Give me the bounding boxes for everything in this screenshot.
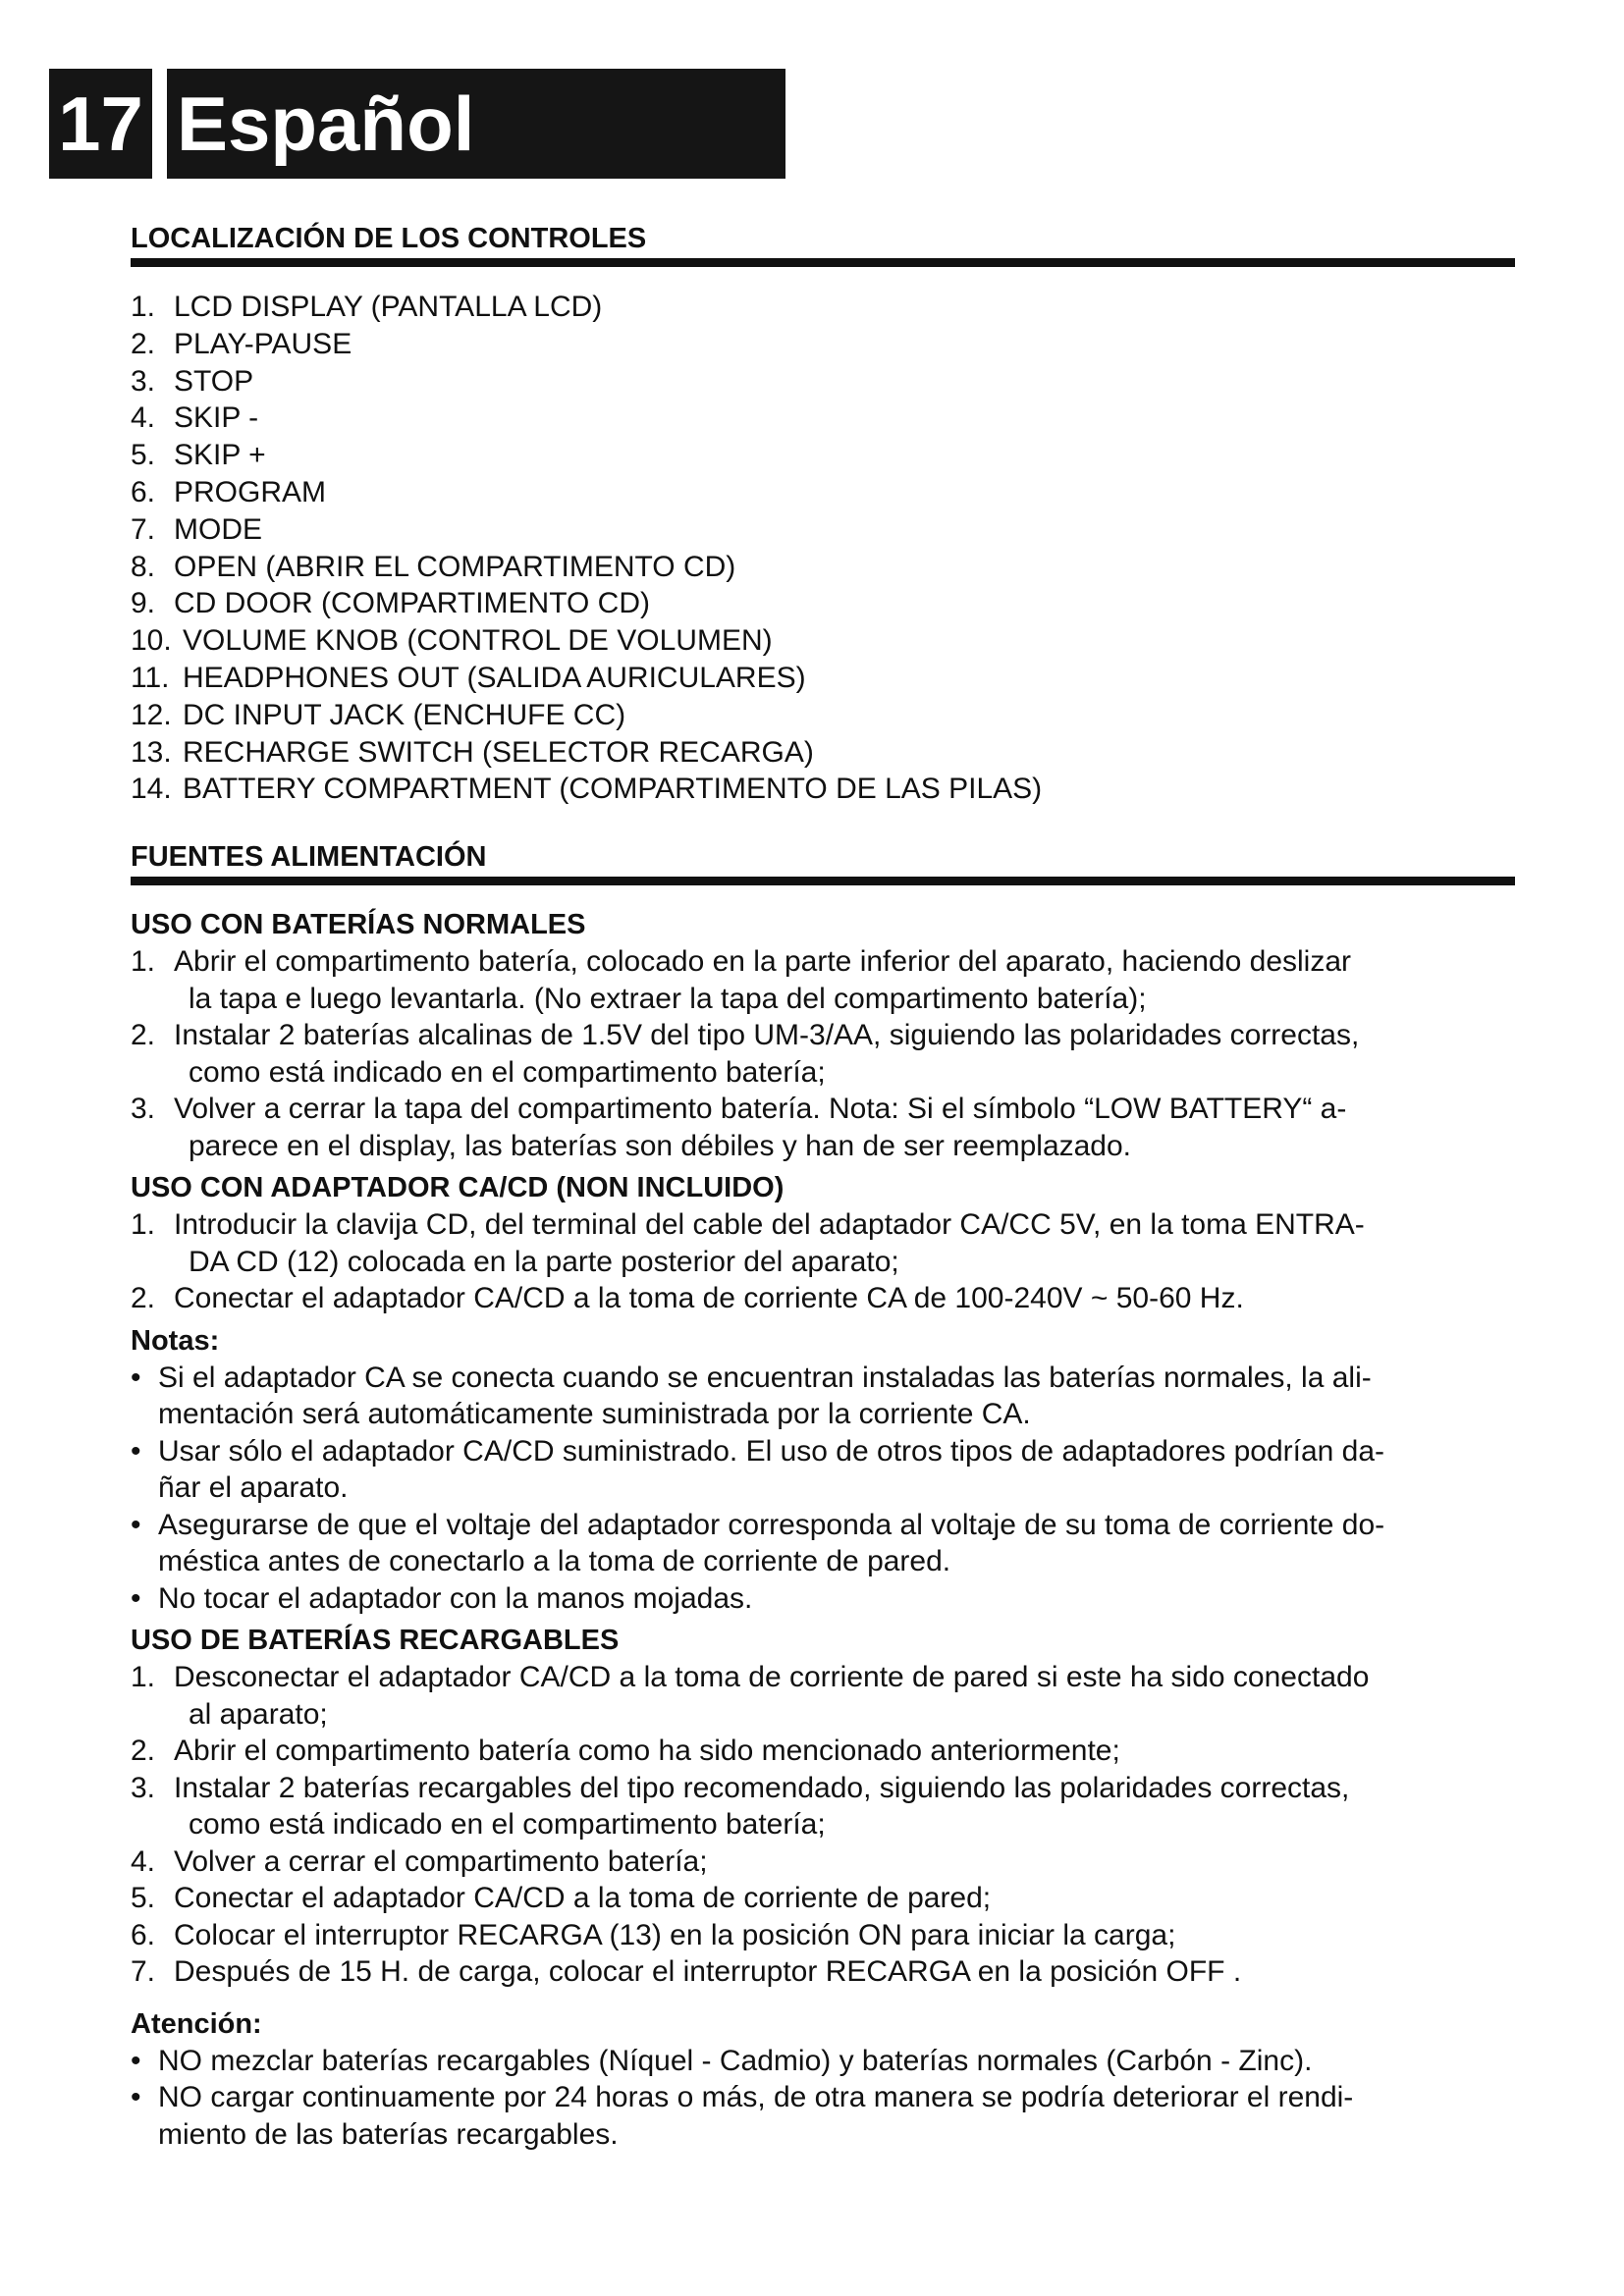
step-text <box>174 1280 1515 1317</box>
adapter-title: USO CON ADAPTADOR CA/CD (NON INCLUIDO) <box>131 1172 785 1204</box>
step-text <box>174 1880 1515 1917</box>
step-number: 7. <box>131 1955 156 1989</box>
control-label: OPEN (ABRIR EL COMPARTIMENTO CD) <box>174 550 736 583</box>
bullet-text <box>158 2079 1353 2153</box>
control-number: 7. <box>131 512 156 546</box>
step-item <box>131 1880 1515 1917</box>
bullet-item <box>131 1507 1515 1580</box>
control-number: 8. <box>131 550 156 583</box>
bullet-line: Usar sólo el adaptador CA/CD suministrado. El uso de otros tipos de adaptadores podrían da- <box>158 1434 1385 1468</box>
control-item <box>131 511 1515 549</box>
step-number: 2. <box>131 1019 156 1052</box>
step-number: 1. <box>131 1661 156 1694</box>
control-item <box>131 474 1515 511</box>
step-item <box>131 1206 1515 1280</box>
rechargeable-title: USO DE BATERÍAS RECARGABLES <box>131 1625 620 1657</box>
control-number: 10. <box>131 624 172 658</box>
step-line: Colocar el interruptor RECARGA (13) en la posición ON para iniciar la carga; <box>174 1918 1176 1951</box>
bullet-line: No tocar el adaptador con la manos mojadas. <box>158 1581 753 1615</box>
adapter-notes <box>131 1360 1515 1618</box>
control-number: 3. <box>131 364 156 398</box>
bullet-line-continued: mentación será automáticamente suministrada por la corriente CA. <box>158 1398 1031 1431</box>
control-label: DC INPUT JACK (ENCHUFE CC) <box>183 698 626 731</box>
control-label: VOLUME KNOB (CONTROL DE VOLUMEN) <box>183 624 773 658</box>
control-label: RECHARGE SWITCH (SELECTOR RECARGA) <box>183 735 814 769</box>
language-title: Español <box>177 80 475 167</box>
power-section-title: FUENTES ALIMENTACIÓN <box>131 839 1515 885</box>
control-label: SKIP + <box>174 439 266 472</box>
control-label: CD DOOR (COMPARTIMENTO CD) <box>174 587 650 620</box>
step-line: Desconectar el adaptador CA/CD a la toma de corriente de pared si este ha sido conectado <box>174 1661 1370 1694</box>
bullet-line-continued: miento de las baterías recargables. <box>158 2117 619 2151</box>
bullet-text <box>158 1580 752 1618</box>
step-text <box>174 943 1515 1017</box>
step-line: Después de 15 H. de carga, colocar el interruptor RECARGA en la posición OFF . <box>174 1955 1242 1989</box>
control-number: 11. <box>131 661 170 694</box>
step-number: 2. <box>131 1735 156 1768</box>
bullet-text <box>158 1507 1384 1580</box>
step-item <box>131 1091 1515 1164</box>
rechargeable-steps <box>131 1659 1515 1991</box>
bullet-item <box>131 1360 1515 1433</box>
control-number: 9. <box>131 587 156 620</box>
control-item <box>131 697 1515 734</box>
bullet-icon: • <box>131 2081 141 2114</box>
step-text <box>174 1843 1515 1881</box>
step-number: 3. <box>131 1093 156 1126</box>
notes-title: Notas: <box>131 1324 220 1357</box>
bullet-line: Si el adaptador CA se conecta cuando se encuentran instaladas las baterías normales, la ali- <box>158 1361 1372 1394</box>
control-label: MODE <box>174 512 262 546</box>
control-label: HEADPHONES OUT (SALIDA AURICULARES) <box>183 661 806 694</box>
control-item <box>131 289 1515 326</box>
step-item <box>131 943 1515 1017</box>
control-item <box>131 326 1515 363</box>
control-item <box>131 437 1515 474</box>
step-item <box>131 1733 1515 1770</box>
bullet-line-continued: méstica antes de conectarlo a la toma de corriente de pared. <box>158 1545 951 1578</box>
control-item <box>131 363 1515 400</box>
step-text <box>174 1953 1515 1991</box>
step-line: Conectar el adaptador CA/CD a la toma de corriente CA de 100-240V ~ 50-60 Hz. <box>174 1282 1244 1315</box>
step-text <box>174 1770 1515 1843</box>
control-label: PLAY-PAUSE <box>174 327 352 360</box>
step-item <box>131 1770 1515 1843</box>
step-text <box>174 1659 1515 1733</box>
control-number: 12. <box>131 698 172 731</box>
control-number: 1. <box>131 291 156 323</box>
step-line: Introducir la clavija CD, del terminal del cable del adaptador CA/CC 5V, en la toma ENTRA- <box>174 1208 1365 1242</box>
bullet-line: NO cargar continuamente por 24 horas o más, de otra manera se podría deteriorar el rendi- <box>158 2081 1354 2114</box>
step-line-continued: como está indicado en el compartimento batería; <box>189 1808 826 1842</box>
bullet-text <box>158 1360 1372 1433</box>
bullet-item <box>131 2043 1515 2080</box>
step-line-continued: al aparato; <box>189 1697 328 1731</box>
bullet-icon: • <box>131 1581 141 1615</box>
step-text <box>174 1017 1515 1091</box>
step-number: 6. <box>131 1918 156 1951</box>
bullet-text <box>158 1433 1384 1507</box>
normal-batteries-title: USO CON BATERÍAS NORMALES <box>131 909 586 941</box>
step-line-continued: parece en el display, las baterías son débiles y han de ser reemplazado. <box>189 1129 1132 1162</box>
step-line-continued: la tapa e luego levantarla. (No extraer la tapa del compartimento batería); <box>189 982 1147 1015</box>
step-number: 5. <box>131 1882 156 1915</box>
control-label: STOP <box>174 364 254 398</box>
bullet-icon: • <box>131 1508 141 1541</box>
manual-content <box>131 221 1515 2159</box>
step-number: 1. <box>131 1208 156 1242</box>
step-item <box>131 1017 1515 1091</box>
language-banner <box>167 69 785 179</box>
bullet-line: NO mezclar baterías recargables (Níquel - Cadmio) y baterías normales (Carbón - Zinc). <box>158 2044 1313 2077</box>
control-item <box>131 585 1515 622</box>
step-number: 4. <box>131 1844 156 1878</box>
control-label: BATTERY COMPARTMENT (COMPARTIMENTO DE LAS PILAS) <box>183 773 1043 806</box>
step-line: Conectar el adaptador CA/CD a la toma de corriente de pared; <box>174 1882 992 1915</box>
step-item <box>131 1953 1515 1991</box>
bullet-icon: • <box>131 1434 141 1468</box>
control-item <box>131 771 1515 808</box>
step-item <box>131 1659 1515 1733</box>
control-number: 2. <box>131 327 156 360</box>
page-number: 17 <box>49 69 152 179</box>
control-item <box>131 622 1515 660</box>
normal-batteries-steps <box>131 943 1515 1164</box>
step-number: 2. <box>131 1282 156 1315</box>
control-number: 13. <box>131 735 172 769</box>
bullet-icon: • <box>131 1361 141 1394</box>
control-label: PROGRAM <box>174 475 327 508</box>
control-item <box>131 660 1515 697</box>
step-text <box>174 1733 1515 1770</box>
bullet-line: Asegurarse de que el voltaje del adaptador corresponda al voltaje de su toma de corriente do- <box>158 1508 1385 1541</box>
control-number: 4. <box>131 401 156 435</box>
control-item <box>131 734 1515 772</box>
adapter-steps <box>131 1206 1515 1317</box>
step-item <box>131 1280 1515 1317</box>
control-number: 5. <box>131 439 156 472</box>
control-label: LCD DISPLAY (PANTALLA LCD) <box>174 291 603 323</box>
control-item <box>131 400 1515 437</box>
bullet-item <box>131 2079 1515 2153</box>
step-text <box>174 1091 1515 1164</box>
step-line-continued: como está indicado en el compartimento batería; <box>189 1055 826 1089</box>
step-item <box>131 1917 1515 1954</box>
bullet-line-continued: ñar el aparato. <box>158 1471 349 1505</box>
controls-section-title: LOCALIZACIÓN DE LOS CONTROLES <box>131 221 1515 267</box>
step-text <box>174 1917 1515 1954</box>
step-line: Volver a cerrar la tapa del compartimento batería. Nota: Si el símbolo “LOW BATTERY“ a- <box>174 1093 1347 1126</box>
step-number: 1. <box>131 945 156 979</box>
control-number: 6. <box>131 475 156 508</box>
attention-title: Atención: <box>131 2007 262 2040</box>
attention-list <box>131 2043 1515 2154</box>
bullet-icon: • <box>131 2044 141 2077</box>
control-item <box>131 549 1515 586</box>
step-number: 3. <box>131 1771 156 1804</box>
step-line-continued: DA CD (12) colocada en la parte posterior del aparato; <box>189 1245 899 1278</box>
step-line: Instalar 2 baterías alcalinas de 1.5V del tipo UM-3/AA, siguiendo las polaridades correctas, <box>174 1019 1360 1052</box>
step-line: Abrir el compartimento batería, colocado en la parte inferior del aparato, haciendo deslizar <box>174 945 1352 979</box>
step-line: Volver a cerrar el compartimento batería; <box>174 1844 708 1878</box>
bullet-text <box>158 2043 1312 2080</box>
bullet-item <box>131 1433 1515 1507</box>
control-number: 14. <box>131 773 172 806</box>
control-label: SKIP - <box>174 401 259 435</box>
bullet-item <box>131 1580 1515 1618</box>
step-item <box>131 1843 1515 1881</box>
controls-list <box>131 289 1515 808</box>
step-line: Abrir el compartimento batería como ha sido mencionado anteriormente; <box>174 1735 1120 1768</box>
step-line: Instalar 2 baterías recargables del tipo recomendado, siguiendo las polaridades correctas, <box>174 1771 1350 1804</box>
step-text <box>174 1206 1515 1280</box>
